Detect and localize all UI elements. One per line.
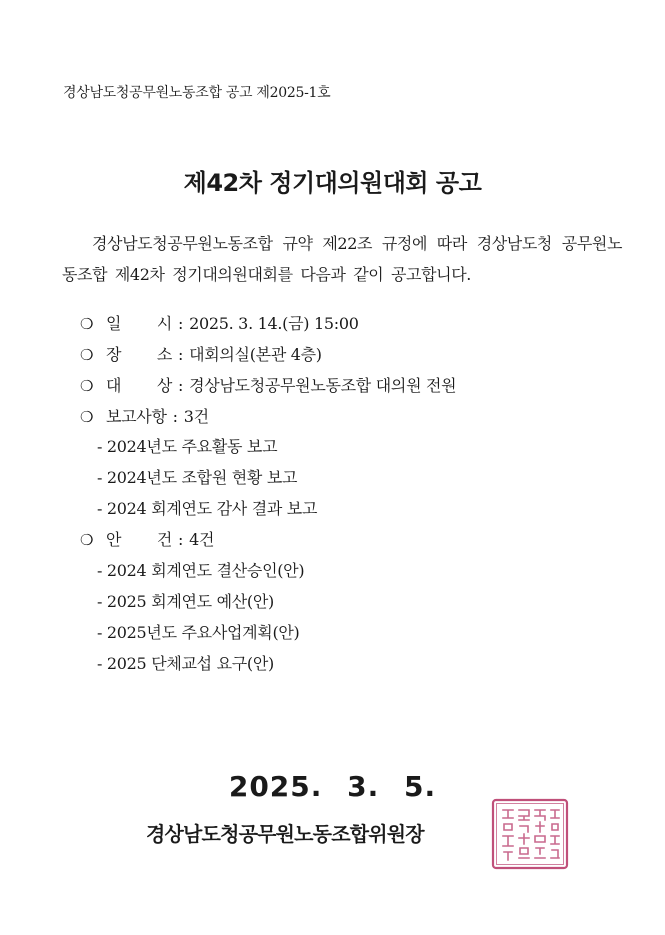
document-date: 2025. 3. 5. bbox=[228, 770, 437, 803]
item-label bbox=[106, 527, 172, 550]
item-label bbox=[106, 311, 172, 334]
item-label-char: 안 bbox=[106, 530, 122, 549]
document-title: 제42차 정기대의원대회 공고 bbox=[183, 169, 482, 197]
item-label-char: 건 bbox=[156, 530, 172, 549]
item-label-char: 대 bbox=[106, 376, 122, 395]
item-separator: : bbox=[178, 376, 184, 395]
report-item: - 2024 회계연도 감사 결과 보고 bbox=[97, 499, 318, 518]
item-label-char: 상 bbox=[156, 376, 172, 395]
item-label: 보고사항 bbox=[106, 407, 167, 426]
item-value: 대회의실(본관 4층) bbox=[189, 345, 322, 364]
item-value: 3건 bbox=[183, 407, 209, 426]
item-label-char: 시 bbox=[156, 314, 172, 333]
circle-bullet-icon: ❍ bbox=[80, 531, 94, 549]
circle-bullet-icon: ❍ bbox=[80, 346, 94, 364]
item-value: 4건 bbox=[189, 530, 215, 549]
item-label-char: 일 bbox=[106, 314, 122, 333]
item-value: 2025. 3. 14.(금) 15:00 bbox=[189, 314, 359, 333]
item-label bbox=[106, 373, 172, 396]
item-label-char: 장 bbox=[106, 345, 122, 364]
item-reports bbox=[80, 404, 209, 427]
official-seal-icon bbox=[491, 798, 569, 870]
item-value: 경상남도청공무원노동조합 대의원 전원 bbox=[189, 376, 457, 395]
agenda-item: - 2024 회계연도 결산승인(안) bbox=[97, 561, 305, 580]
agenda-item: - 2025 단체교섭 요구(안) bbox=[97, 654, 274, 673]
document-number: 경상남도청공무원노동조합 공고 제2025-1호 bbox=[63, 85, 331, 101]
item-label-char: 소 bbox=[156, 345, 172, 364]
signer-name: 경상남도청공무원노동조합위원장 bbox=[146, 822, 424, 846]
item-separator: : bbox=[178, 314, 184, 333]
agenda-item: - 2025 회계연도 예산(안) bbox=[97, 592, 274, 611]
report-item: - 2024년도 조합원 현황 보고 bbox=[97, 468, 298, 487]
agenda-item: - 2025년도 주요사업계획(안) bbox=[97, 623, 300, 642]
item-datetime bbox=[80, 311, 359, 334]
item-label bbox=[106, 342, 172, 365]
report-item: - 2024년도 주요활동 보고 bbox=[97, 437, 278, 456]
item-separator: : bbox=[172, 407, 178, 426]
circle-bullet-icon: ❍ bbox=[80, 377, 94, 395]
circle-bullet-icon: ❍ bbox=[80, 408, 94, 426]
item-separator: : bbox=[178, 345, 184, 364]
circle-bullet-icon: ❍ bbox=[80, 315, 94, 333]
intro-paragraph: 경상남도청공무원노동조합 규약 제22조 규정에 따라 경상남도청 공무원노동조합 제42차 정기대의원대회를 다음과 같이 공고합니다. bbox=[62, 234, 622, 284]
item-target bbox=[80, 373, 456, 396]
item-agenda bbox=[80, 527, 214, 550]
item-location bbox=[80, 342, 322, 365]
item-separator: : bbox=[178, 530, 184, 549]
